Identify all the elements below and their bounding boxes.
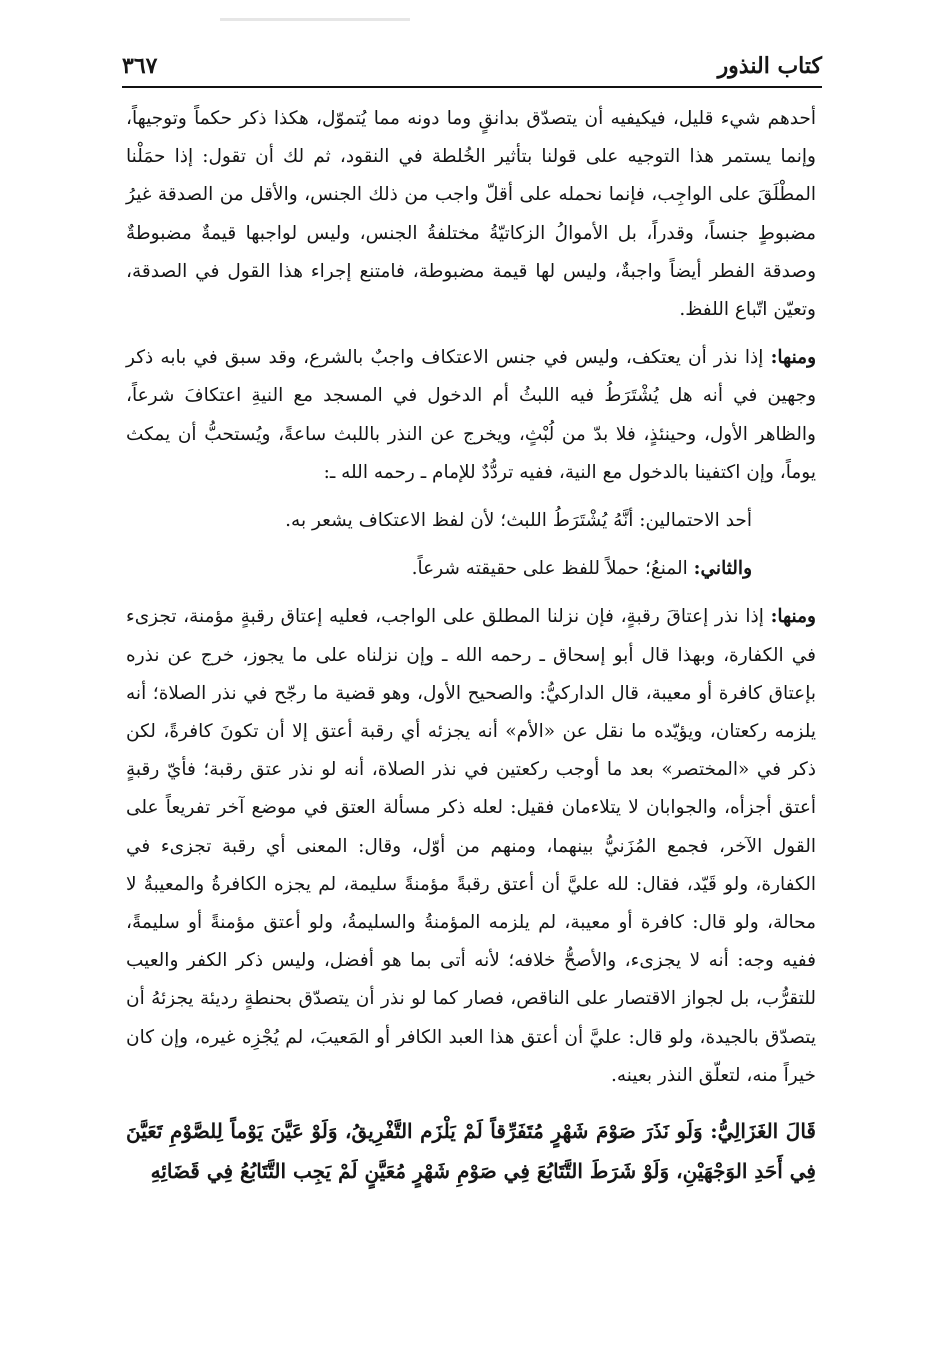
chapter-title: كتاب النذور xyxy=(717,53,822,79)
scan-smudge xyxy=(220,18,410,21)
paragraph-4-text: المنعُ؛ حملاً للفظ على حقيقته شرعاً. xyxy=(411,558,688,580)
page-header xyxy=(122,40,822,88)
paragraph-2 xyxy=(126,339,816,492)
paragraph-5-lead: ومنها: xyxy=(770,606,816,628)
paragraph-3: أحد الاحتمالين: أنَّهُ يُشْتَرَطُ اللبث؛ لأن لفظ الاعتكاف يشعر به. xyxy=(285,510,752,532)
page-number: ٣٦٧ xyxy=(122,53,158,79)
paragraph-4-lead: والثاني: xyxy=(693,558,752,580)
paragraph-2-lead: ومنها: xyxy=(770,347,816,369)
paragraph-5-text: إذا نذر إعتاقَ رقبةٍ، فإن نزلنا المطلق على الواجب، فعليه إعتاق رقبةٍ مؤمنة، تجزىء في الكفارة، وبهذا قال أبو إسحاق ـ رحمه الله ـ وإن نزلناه على ما يجوز، خرج عن نذره بإعتاق كافرة أو معيبة، قال الداركيُّ: والصحيح الأول، وهو قضية ما رجّح في نذر الصلاة؛ أنه يلزمه ركعتان، ويؤيّده ما نقل عن «الأم» أنه يجزئه أي رقبة أعتق إلا أن تكونَ كافرةً، لكن ذكر في «المختصر» بعد ما أوجب ركعتين في نذر الصلاة، أنه لو نذر عتق رقبة؛ فأيّ رقبةٍ أعتق أجزأه، والجوابان لا يتلاءمان فقيل: لعله ذكر مسألة العتق في موضع آخر تفريعاً على القول الآخر، فجمع المُزَنيُّ بينهما، ومنهم من أوّل، وقال: المعنى أي رقبة تجزىء في الكفارة، ولو قَيّد، فقال: لله عليَّ أن أعتق رقبةً مؤمنةً سليمة، لم يجزه الكافرةُ والمعيبةُ لا محالة، ولو قال: كافرة أو معيبة، لم يلزمه المؤمنةُ والسليمةُ، ولو أعتق مؤمنةً أو سليمةً، ففيه وجه: أنه لا يجزىء، والأصحُّ خلافه؛ لأنه أتى بما هو أفضل، وليس ذكر الكفر والعيب للتقرُّب، بل لجواز الاقتصار على الناقص، فصار كما لو نذر أن يتصدّق بحنطةٍ رديئة يجزئهُ أن يتصدّق بالجيدة، ولو قال: عليَّ أن أعتق هذا العبد الكافر أو المَعيبَ، لم يُجْزِه غيره، وإن كان خيراً منه، لتعلّق النذر بعينه. xyxy=(126,606,816,1086)
page-body xyxy=(126,100,816,1191)
paragraph-1: أحدهم شيء قليل، فيكيفيه أن يتصدّق بدانقٍ وما دونه مما يُتموّل، هكذا ذكر حكماً وتوجيهاً، وإنما يستمر هذا التوجيه على قولنا بتأثير الخُلطة في النقود، ثم لك أن تقول: إذا حمَلْنا المطْلَقَ على الواجِب، فإنما نحمله على أقلّ واجب من ذلك الجنس، والأقل من الصدقة غيرُ مضبوطٍ جنساً، وقدراً، بل الأموالُ الزكاتيّةُ مختلفةُ الجنس، وليس لواجبها قيمةٌ مضبوطةٌ وصدقة الفطر أيضاً واجبةٌ، وليس لها قيمة مضبوطة، فامتنع إجراء هذا القول في الصدقة، وتعيّن اتّباع اللفظ. xyxy=(126,108,816,321)
paragraph-4 xyxy=(126,550,816,588)
paragraph-2-text: إذا نذر أن يعتكف، وليس في جنس الاعتكاف واجبٌ بالشرع، وقد سبق في بابه ذكر وجهين في أنه هل يُشْتَرَطُ فيه اللبثُ أم الدخول في المسجد مع النيةِ اعتكافَ شرعاً، والظاهر الأول، وحينئذٍ، فلا بدّ من لُبْثٍ، ويخرج عن النذر باللبث ساعةً، ويُستحبُّ أن يمكث يوماً، وإن اكتفينا بالدخول مع النية، ففيه تردُّدٌ للإمام ـ رحمه الله ـ: xyxy=(126,347,816,483)
paragraph-5 xyxy=(126,598,816,1095)
ghazali-quote: قَالَ الغَزَالِيُّ: وَلَو نَذَرَ صَوْمَ شَهْرٍ مُتَفَرِّقاً لَمْ يَلْزَم التَّفْرِيقُ، وَلَوْ عَيَّنَ يَوْماً لِلصَّوْمِ تَعَيَّنَ فِي أَحَدِ الوَجْهَيْنِ، وَلَوْ شَرَطَ التَّتَابُعَ فِي صَوْمِ شَهْرٍ مُعَيَّنٍ لَمْ يَجِب التَّتَابُعُ فِي قَضَائِهِ xyxy=(126,1119,816,1184)
